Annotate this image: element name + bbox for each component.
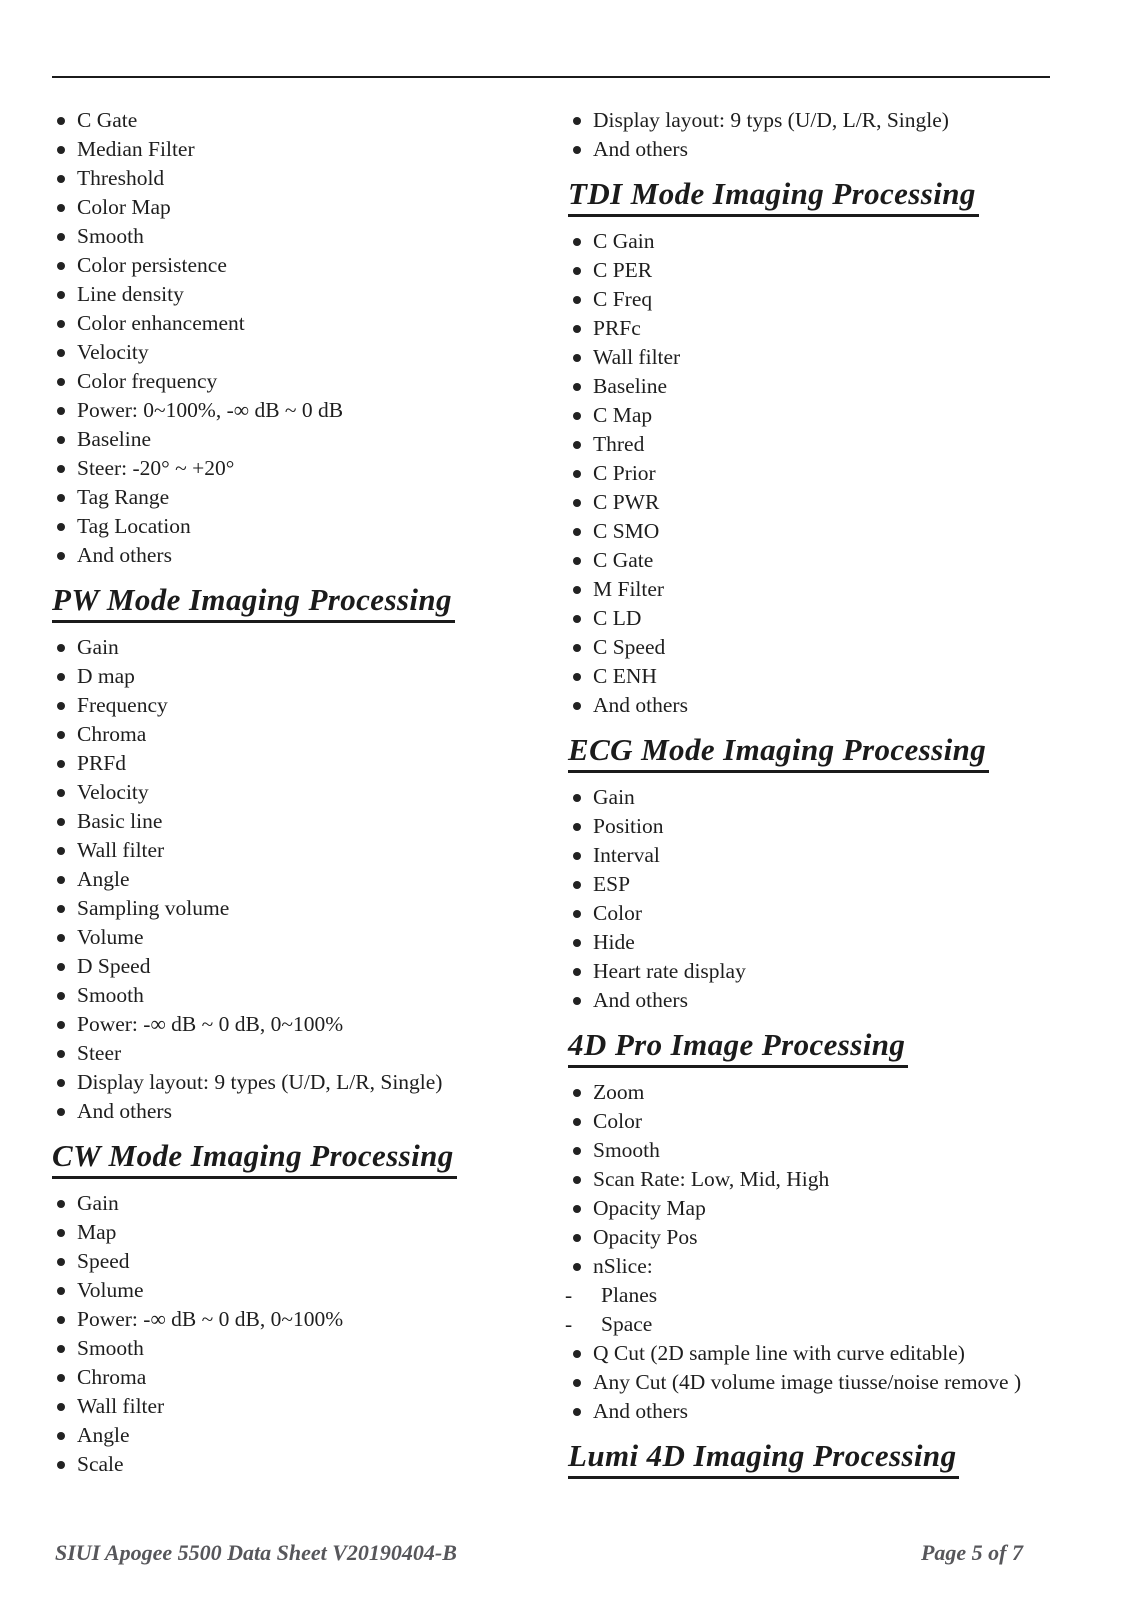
list-item-text: Smooth	[77, 1336, 144, 1360]
page-footer	[55, 1540, 1023, 1566]
bullet-icon	[573, 1350, 581, 1358]
feature-list	[565, 1078, 1108, 1426]
list-item-text: And others	[77, 543, 172, 567]
bullet-icon	[573, 1234, 581, 1242]
list-item-text: Steer	[77, 1041, 122, 1065]
bullet-list-item	[52, 193, 532, 222]
feature-list	[52, 633, 532, 1126]
list-item-text: Smooth	[77, 224, 144, 248]
bullet-icon	[57, 204, 65, 212]
bullet-icon	[57, 644, 65, 652]
bullet-icon	[573, 1263, 581, 1271]
bullet-list-item	[52, 749, 532, 778]
bullet-icon	[573, 412, 581, 420]
bullet-list-item	[568, 870, 1108, 899]
heading-4d-pro-image-processing: 4D Pro Image Processing	[568, 1025, 908, 1068]
bullet-list-item	[52, 367, 532, 396]
list-item-text: And others	[593, 137, 688, 161]
list-item-text: Wall filter	[593, 345, 681, 369]
bullet-icon	[57, 1316, 65, 1324]
list-item-text: Frequency	[77, 693, 168, 717]
list-item-text: Velocity	[77, 340, 149, 364]
bullet-icon	[57, 1287, 65, 1295]
list-item-text: Color Map	[77, 195, 171, 219]
footer-doc-title: SIUI Apogee 5500 Data Sheet V20190404-B	[55, 1540, 457, 1565]
list-item-text: Q Cut (2D sample line with curve editable)	[593, 1341, 965, 1365]
bullet-list-item	[52, 106, 532, 135]
bullet-icon	[573, 939, 581, 947]
bullet-list-item	[52, 778, 532, 807]
bullet-list-item	[568, 372, 1108, 401]
list-item-text: D Speed	[77, 954, 151, 978]
bullet-icon	[57, 407, 65, 415]
list-item-text: C PWR	[593, 490, 660, 514]
list-item-text: Wall filter	[77, 838, 165, 862]
list-item-text: M Filter	[593, 577, 665, 601]
bullet-list-item	[568, 106, 1108, 135]
bullet-list-item	[568, 633, 1108, 662]
list-item-text: Thred	[593, 432, 645, 456]
list-item-text: C Gain	[593, 229, 655, 253]
bullet-icon	[573, 441, 581, 449]
bullet-icon	[57, 291, 65, 299]
bullet-icon	[573, 499, 581, 507]
bullet-list-item	[52, 1421, 532, 1450]
bullet-list-item	[568, 841, 1108, 870]
bullet-list-item	[568, 546, 1108, 575]
bullet-icon	[57, 1200, 65, 1208]
bullet-list-item	[52, 251, 532, 280]
bullet-list-item	[568, 285, 1108, 314]
bullet-list-item	[52, 691, 532, 720]
bullet-icon	[573, 673, 581, 681]
heading-tdi-mode-imaging-processing: TDI Mode Imaging Processing	[568, 174, 979, 217]
bullet-list-item	[568, 604, 1108, 633]
bullet-list-item	[52, 981, 532, 1010]
dash-marker: -	[565, 1283, 573, 1307]
bullet-list-item	[52, 1039, 532, 1068]
bullet-icon	[57, 789, 65, 797]
footer-page-number: Page 5 of 7	[920, 1540, 1023, 1565]
bullet-list-item	[52, 164, 532, 193]
bullet-list-item	[52, 923, 532, 952]
bullet-list-item	[568, 1368, 1108, 1397]
bullet-icon	[573, 881, 581, 889]
bullet-list-item	[568, 1397, 1108, 1426]
bullet-icon	[57, 494, 65, 502]
list-item-text: Angle	[77, 1423, 130, 1447]
bullet-icon	[573, 794, 581, 802]
bullet-icon	[57, 1374, 65, 1382]
bullet-list-item	[568, 662, 1108, 691]
list-item-text: Display layout: 9 typs (U/D, L/R, Single)	[593, 108, 949, 132]
bullet-list-item	[52, 807, 532, 836]
right-column	[565, 106, 1108, 1489]
bullet-icon	[57, 436, 65, 444]
list-item-text: Any Cut (4D volume image tiusse/noise remove )	[593, 1370, 1022, 1394]
bullet-icon	[573, 557, 581, 565]
bullet-icon	[57, 905, 65, 913]
list-item-text: Color	[593, 901, 642, 925]
bullet-list-item	[52, 1305, 532, 1334]
list-item-text: Gain	[593, 785, 635, 809]
bullet-list-item	[52, 425, 532, 454]
bullet-list-item	[52, 1189, 532, 1218]
list-item-text: ESP	[593, 872, 631, 896]
bullet-list-item	[568, 1078, 1108, 1107]
bullet-icon	[57, 1108, 65, 1116]
bullet-list-item	[568, 256, 1108, 285]
list-item-text: And others	[593, 693, 688, 717]
bullet-icon	[57, 552, 65, 560]
bullet-icon	[57, 262, 65, 270]
list-item-text: Display layout: 9 types (U/D, L/R, Single)	[77, 1070, 443, 1094]
bullet-list-item	[52, 1392, 532, 1421]
bullet-icon	[573, 702, 581, 710]
list-item-text: Velocity	[77, 780, 149, 804]
list-item-text: Angle	[77, 867, 130, 891]
bullet-icon	[57, 465, 65, 473]
bullet-list-item	[568, 430, 1108, 459]
list-item-text: Wall filter	[77, 1394, 165, 1418]
bullet-list-item	[52, 454, 532, 483]
heading-cw-mode-imaging-processing: CW Mode Imaging Processing	[52, 1136, 457, 1179]
bullet-icon	[57, 1021, 65, 1029]
list-item-text: And others	[77, 1099, 172, 1123]
bullet-list-item	[52, 1247, 532, 1276]
list-item-text: C Gate	[77, 108, 138, 132]
dash-list-item	[565, 1310, 1108, 1339]
list-item-text: Opacity Map	[593, 1196, 706, 1220]
bullet-icon	[573, 267, 581, 275]
list-item-text: Map	[77, 1220, 117, 1244]
heading-ecg-mode-imaging-processing: ECG Mode Imaging Processing	[568, 730, 989, 773]
bullet-list-item	[52, 662, 532, 691]
bullet-list-item	[568, 1223, 1108, 1252]
list-item-text: Gain	[77, 635, 119, 659]
list-item-text: Scale	[77, 1452, 124, 1476]
bullet-list-item	[568, 227, 1108, 256]
bullet-list-item	[568, 1252, 1108, 1281]
bullet-icon	[57, 175, 65, 183]
bullet-list-item	[568, 1339, 1108, 1368]
bullet-list-item	[52, 1363, 532, 1392]
list-item-text: Zoom	[593, 1080, 645, 1104]
list-item-text: Opacity Pos	[593, 1225, 698, 1249]
bullet-icon	[57, 1258, 65, 1266]
bullet-icon	[57, 1229, 65, 1237]
bullet-icon	[57, 117, 65, 125]
list-item-text: C ENH	[593, 664, 657, 688]
list-item-text: Power: 0~100%, -∞ dB ~ 0 dB	[77, 398, 344, 422]
bullet-list-item	[568, 488, 1108, 517]
bullet-list-item	[52, 1276, 532, 1305]
list-item-text: Power: -∞ dB ~ 0 dB, 0~100%	[77, 1307, 344, 1331]
bullet-icon	[57, 320, 65, 328]
bullet-list-item	[52, 1218, 532, 1247]
list-item-text: Power: -∞ dB ~ 0 dB, 0~100%	[77, 1012, 344, 1036]
bullet-list-item	[52, 1068, 532, 1097]
bullet-icon	[573, 238, 581, 246]
bullet-icon	[573, 586, 581, 594]
bullet-list-item	[52, 135, 532, 164]
bullet-icon	[573, 644, 581, 652]
bullet-icon	[57, 934, 65, 942]
list-item-text: Interval	[593, 843, 660, 867]
bullet-icon	[573, 146, 581, 154]
bullet-icon	[573, 852, 581, 860]
bullet-list-item	[568, 986, 1108, 1015]
bullet-list-item	[52, 865, 532, 894]
list-item-text: C Map	[593, 403, 653, 427]
bullet-icon	[573, 296, 581, 304]
bullet-icon	[57, 1050, 65, 1058]
bullet-list-item	[568, 691, 1108, 720]
bullet-icon	[57, 992, 65, 1000]
list-item-text: nSlice:	[593, 1254, 653, 1278]
list-item-text: And others	[593, 1399, 688, 1423]
bullet-list-item	[52, 338, 532, 367]
bullet-list-item	[52, 633, 532, 662]
bullet-icon	[57, 378, 65, 386]
list-item-text: Tag Range	[77, 485, 170, 509]
bullet-icon	[57, 1079, 65, 1087]
bullet-icon	[57, 673, 65, 681]
bullet-list-item	[568, 928, 1108, 957]
bullet-icon	[57, 1345, 65, 1353]
list-item-text: Gain	[77, 1191, 119, 1215]
list-item-text: Sampling volume	[77, 896, 230, 920]
list-item-text: Hide	[593, 930, 635, 954]
list-item-text: Position	[593, 814, 664, 838]
list-item-text: Tag Location	[77, 514, 191, 538]
bullet-icon	[57, 233, 65, 241]
list-item-text: Smooth	[593, 1138, 660, 1162]
list-item-text: Heart rate display	[593, 959, 746, 983]
bullet-icon	[573, 615, 581, 623]
bullet-icon	[57, 963, 65, 971]
bullet-list-item	[568, 575, 1108, 604]
bullet-icon	[57, 876, 65, 884]
bullet-list-item	[568, 459, 1108, 488]
bullet-icon	[57, 702, 65, 710]
bullet-list-item	[52, 541, 532, 570]
bullet-icon	[57, 1432, 65, 1440]
left-column	[52, 106, 532, 1479]
list-item-text: Speed	[77, 1249, 130, 1273]
bullet-icon	[573, 1147, 581, 1155]
bullet-icon	[573, 910, 581, 918]
bullet-icon	[57, 1403, 65, 1411]
list-item-text: C Speed	[593, 635, 666, 659]
bullet-list-item	[52, 952, 532, 981]
bullet-list-item	[52, 280, 532, 309]
bullet-list-item	[568, 401, 1108, 430]
bullet-icon	[573, 1118, 581, 1126]
list-item-text: Chroma	[77, 722, 147, 746]
bullet-icon	[573, 968, 581, 976]
bullet-list-item	[568, 812, 1108, 841]
list-item-text: Color	[593, 1109, 642, 1133]
dash-list-item	[565, 1281, 1108, 1310]
bullet-icon	[573, 1379, 581, 1387]
list-item-text: C Gate	[593, 548, 654, 572]
bullet-icon	[573, 354, 581, 362]
list-item-text: Volume	[77, 925, 144, 949]
bullet-icon	[57, 349, 65, 357]
bullet-list-item	[52, 720, 532, 749]
list-item-text: Line density	[77, 282, 184, 306]
list-item-text: Median Filter	[77, 137, 195, 161]
list-item-text: Threshold	[77, 166, 165, 190]
list-item-text: Steer: -20° ~ +20°	[77, 456, 235, 480]
bullet-list-item	[568, 1136, 1108, 1165]
bullet-list-item	[52, 222, 532, 251]
list-item-text: PRFc	[593, 316, 641, 340]
bullet-icon	[573, 528, 581, 536]
list-item-text: C Prior	[593, 461, 656, 485]
list-item-text: Basic line	[77, 809, 163, 833]
bullet-list-item	[52, 836, 532, 865]
bullet-list-item	[568, 1194, 1108, 1223]
list-item-text: D map	[77, 664, 135, 688]
bullet-icon	[57, 1461, 65, 1469]
list-item-text: Color enhancement	[77, 311, 245, 335]
bullet-icon	[573, 997, 581, 1005]
feature-list	[568, 106, 1108, 164]
bullet-list-item	[52, 1450, 532, 1479]
list-item-text: Scan Rate: Low, Mid, High	[593, 1167, 830, 1191]
bullet-list-item	[52, 1097, 532, 1126]
bullet-list-item	[568, 783, 1108, 812]
heading-lumi-4d-imaging-processing: Lumi 4D Imaging Processing	[568, 1436, 959, 1479]
list-item-text: Baseline	[593, 374, 668, 398]
bullet-list-item	[568, 135, 1108, 164]
bullet-list-item	[568, 1107, 1108, 1136]
list-item-text: Planes	[601, 1283, 658, 1307]
top-rule	[52, 76, 1050, 78]
list-item-text: Chroma	[77, 1365, 147, 1389]
bullet-list-item	[52, 1010, 532, 1039]
bullet-icon	[573, 1205, 581, 1213]
bullet-list-item	[568, 314, 1108, 343]
feature-list	[52, 1189, 532, 1479]
bullet-icon	[57, 760, 65, 768]
bullet-list-item	[52, 512, 532, 541]
feature-list	[568, 227, 1108, 720]
bullet-icon	[573, 1089, 581, 1097]
heading-pw-mode-imaging-processing: PW Mode Imaging Processing	[52, 580, 455, 623]
list-item-text: C Freq	[593, 287, 653, 311]
bullet-icon	[57, 731, 65, 739]
bullet-icon	[57, 818, 65, 826]
list-item-text: Color persistence	[77, 253, 227, 277]
bullet-icon	[573, 1176, 581, 1184]
list-item-text: PRFd	[77, 751, 127, 775]
list-item-text: Color frequency	[77, 369, 218, 393]
bullet-list-item	[568, 899, 1108, 928]
list-item-text: Smooth	[77, 983, 144, 1007]
bullet-icon	[573, 325, 581, 333]
bullet-list-item	[52, 1334, 532, 1363]
list-item-text: C SMO	[593, 519, 660, 543]
list-item-text: Space	[601, 1312, 653, 1336]
bullet-icon	[57, 523, 65, 531]
bullet-icon	[57, 847, 65, 855]
list-item-text: C LD	[593, 606, 642, 630]
dash-marker: -	[565, 1312, 573, 1336]
bullet-icon	[57, 146, 65, 154]
bullet-list-item	[52, 396, 532, 425]
list-item-text: And others	[593, 988, 688, 1012]
feature-list	[52, 106, 532, 570]
bullet-list-item	[568, 1165, 1108, 1194]
bullet-list-item	[52, 483, 532, 512]
bullet-icon	[573, 117, 581, 125]
list-item-text: C PER	[593, 258, 653, 282]
feature-list	[568, 783, 1108, 1015]
bullet-list-item	[568, 343, 1108, 372]
bullet-icon	[573, 470, 581, 478]
bullet-icon	[573, 1408, 581, 1416]
bullet-list-item	[568, 957, 1108, 986]
list-item-text: Volume	[77, 1278, 144, 1302]
bullet-list-item	[52, 894, 532, 923]
bullet-icon	[573, 383, 581, 391]
bullet-icon	[573, 823, 581, 831]
bullet-list-item	[52, 309, 532, 338]
bullet-list-item	[568, 517, 1108, 546]
list-item-text: Baseline	[77, 427, 152, 451]
